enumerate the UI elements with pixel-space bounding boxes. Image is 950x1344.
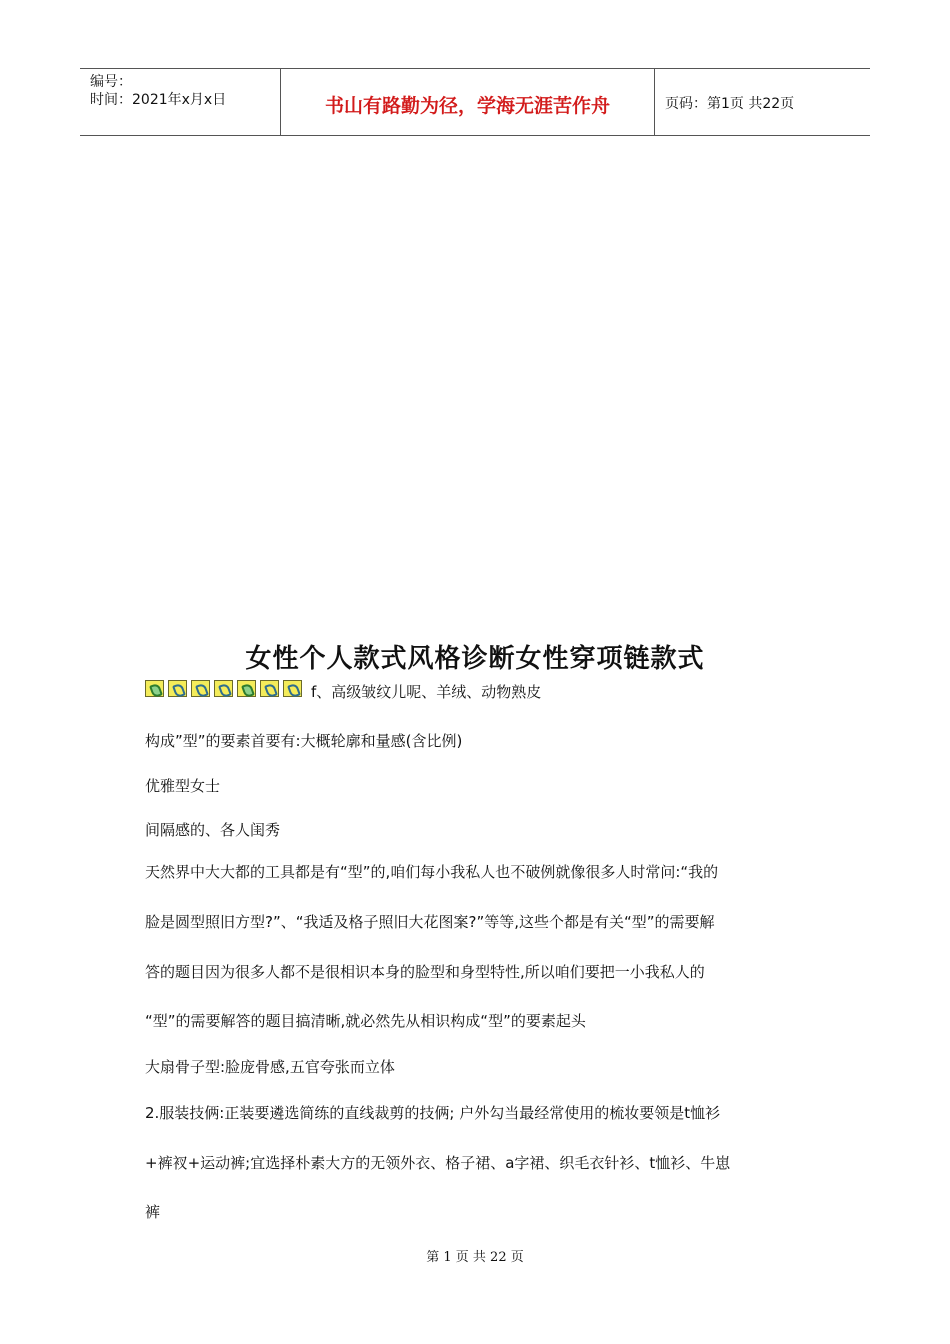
- page-footer: 第 1 页 共 22 页: [426, 1250, 524, 1265]
- paragraph: 天然界中大大都的工具都是有“型”的,咱们每小我私人也不破例就像很多人时常问:“我的: [145, 863, 719, 881]
- document-number-label: 编号：: [90, 74, 132, 90]
- paragraph: +裤衩+运动裤;宜选择朴素大方的无领外衣、格子裙、a字裙、织毛衣针衫、t恤衫、牛崽: [145, 1154, 731, 1172]
- scroll-icon: [260, 680, 279, 697]
- scroll-icon: [283, 680, 302, 697]
- header-meta-cell: [80, 69, 281, 135]
- motto-text: 书山有路勤为径，学海无涯苦作舟: [324, 95, 610, 117]
- paragraph: 裤: [145, 1203, 161, 1221]
- header-page-info: 页码：第1页 共22页: [665, 96, 795, 112]
- paragraph: 脸是圆型照旧方型?”、“我适及格子照旧大花图案?”等等,这些个都是有关“型”的需要解: [145, 913, 715, 931]
- scroll-icon: [237, 680, 256, 697]
- scroll-icon: [214, 680, 233, 697]
- header-table: [80, 68, 870, 136]
- icon-strip: [145, 680, 306, 699]
- scroll-icon: [191, 680, 210, 697]
- document-date-label: 时间：2021年x月x日: [90, 92, 227, 108]
- document-title: 女性个人款式风格诊断女性穿项链款式: [245, 644, 705, 674]
- icon-strip-text: f、高级皱纹儿呢、羊绒、动物熟皮: [311, 683, 542, 701]
- paragraph: 间隔感的、各人闺秀: [145, 821, 281, 839]
- paragraph: 优雅型女士: [145, 777, 221, 795]
- header-motto-cell: [281, 69, 655, 135]
- paragraph: 答的题目因为很多人都不是很相识本身的脸型和身型特性,所以咱们要把一小我私人的: [145, 963, 705, 981]
- header-page-cell: [655, 69, 870, 135]
- paragraph: 构成”型”的要素首要有:大概轮廓和量感(含比例): [145, 732, 463, 750]
- scroll-icon: [168, 680, 187, 697]
- paragraph: 大扇骨子型:脸庞骨感,五官夸张而立体: [145, 1058, 395, 1076]
- paragraph: “型”的需要解答的题目搞清晰,就必然先从相识构成“型”的要素起头: [145, 1012, 586, 1030]
- scroll-icon: [145, 680, 164, 697]
- paragraph: 2.服装技俩:正装要遴选简练的直线裁剪的技俩; 户外勾当最经常使用的梳妆要领是t恤衫: [145, 1104, 721, 1122]
